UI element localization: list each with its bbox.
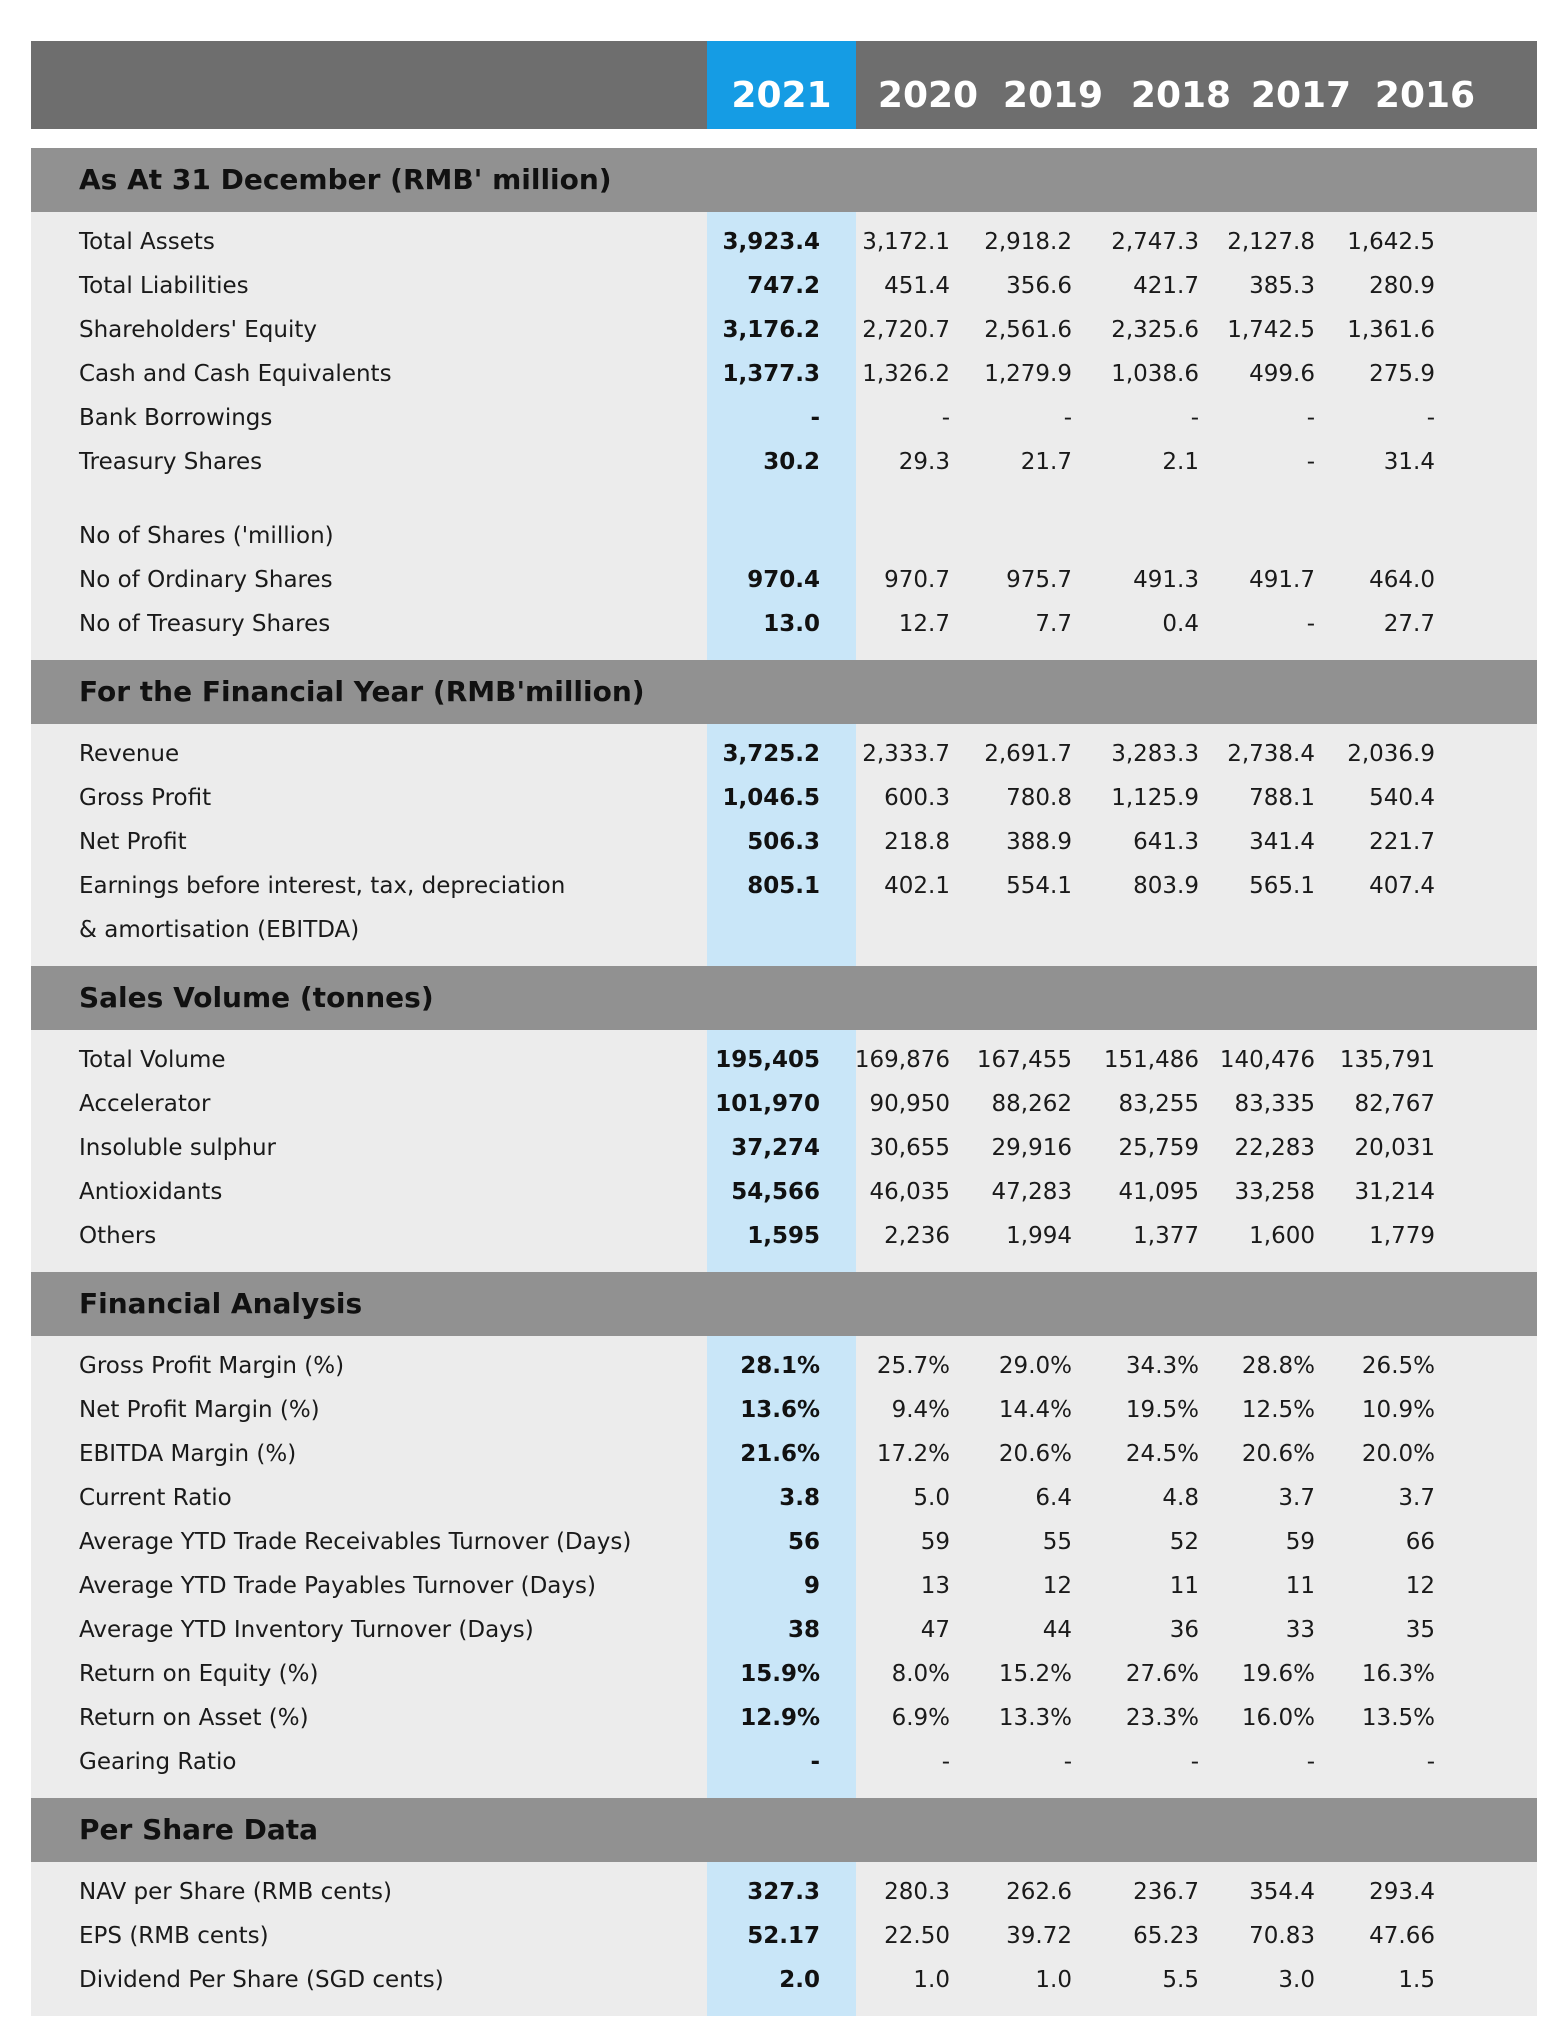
row-label: EPS (RMB cents) [79, 1923, 269, 1949]
table-row [31, 1958, 1537, 2002]
value-2016: 16.3% [1361, 1661, 1435, 1687]
row-label: Total Assets [79, 229, 215, 255]
value-2020: 1,326.2 [862, 361, 950, 387]
section-title: For the Financial Year (RMB'million) [79, 675, 645, 708]
value-2018: 1,038.6 [1111, 361, 1199, 387]
value-2017: 11 [1285, 1573, 1315, 1599]
table-row [31, 1082, 1537, 1126]
value-2021: 3,176.2 [722, 317, 820, 343]
section-header [31, 1798, 1537, 1862]
row-label: Cash and Cash Equivalents [79, 361, 392, 387]
value-2020: - [941, 1749, 950, 1775]
value-2021: - [810, 1749, 820, 1775]
value-2021: 970.4 [747, 567, 820, 593]
table-row [31, 1344, 1537, 1388]
value-2020: 6.9% [891, 1705, 950, 1731]
table-row [31, 1214, 1537, 1258]
value-2018: 5.5 [1162, 1967, 1199, 1993]
section-header [31, 148, 1537, 212]
value-2019: 2,918.2 [984, 229, 1072, 255]
value-2021: 28.1% [740, 1353, 820, 1379]
value-2019: 47,283 [991, 1179, 1072, 1205]
value-2018: 641.3 [1133, 829, 1199, 855]
value-2016: 407.4 [1369, 873, 1435, 899]
value-2019: 39.72 [1006, 1923, 1072, 1949]
value-2018: 41,095 [1118, 1179, 1199, 1205]
value-2017: 2,127.8 [1227, 229, 1315, 255]
value-2018: - [1190, 405, 1199, 431]
value-2017: 70.83 [1249, 1923, 1315, 1949]
table-row [31, 1520, 1537, 1564]
value-2019: 167,455 [976, 1047, 1072, 1073]
value-2016: 1,779 [1369, 1223, 1435, 1249]
value-2021: 21.6% [740, 1441, 820, 1467]
year-header-2018: 2018 [1130, 75, 1232, 116]
value-2018: 151,486 [1103, 1047, 1199, 1073]
row-label: No of Ordinary Shares [79, 567, 333, 593]
value-2016: 540.4 [1369, 785, 1435, 811]
value-2019: 55 [1042, 1529, 1072, 1555]
row-label: Earnings before interest, tax, depreciation [79, 873, 566, 899]
value-2018: 34.3% [1125, 1353, 1199, 1379]
section-header [31, 660, 1537, 724]
value-2018: 52 [1169, 1529, 1199, 1555]
value-2019: 7.7 [1035, 611, 1072, 637]
value-2020: 30,655 [869, 1135, 950, 1161]
row-label: Revenue [79, 741, 180, 767]
value-2018: 1,377 [1133, 1223, 1199, 1249]
value-2017: 140,476 [1219, 1047, 1315, 1073]
value-2016: 20.0% [1361, 1441, 1435, 1467]
value-2016: 66 [1405, 1529, 1435, 1555]
value-2021: 30.2 [763, 449, 820, 475]
table-row [31, 396, 1537, 440]
value-2016: 82,767 [1354, 1091, 1435, 1117]
value-2019: 1,279.9 [984, 361, 1072, 387]
value-2020: 25.7% [876, 1353, 950, 1379]
value-2019: 1.0 [1035, 1967, 1072, 1993]
value-2019: 975.7 [1006, 567, 1072, 593]
row-label: Average YTD Inventory Turnover (Days) [79, 1617, 534, 1643]
row-label: Others [79, 1223, 157, 1249]
row-label: Net Profit [79, 829, 187, 855]
value-2021: 1,046.5 [722, 785, 820, 811]
row-label: Return on Equity (%) [79, 1661, 319, 1687]
value-2016: 221.7 [1369, 829, 1435, 855]
value-2021: 3,923.4 [722, 229, 820, 255]
value-2018: 27.6% [1125, 1661, 1199, 1687]
table-row [31, 1564, 1537, 1608]
value-2020: 970.7 [884, 567, 950, 593]
value-2016: 20,031 [1354, 1135, 1435, 1161]
value-2017: 341.4 [1249, 829, 1315, 855]
table-row [31, 820, 1537, 864]
table-row [31, 440, 1537, 484]
year-header-2020: 2020 [877, 75, 979, 116]
value-2021: 506.3 [747, 829, 820, 855]
value-2020: 280.3 [884, 1879, 950, 1905]
value-2017: 12.5% [1241, 1397, 1315, 1423]
table-row [31, 1740, 1537, 1784]
value-2016: 35 [1405, 1617, 1435, 1643]
table-row [31, 1126, 1537, 1170]
value-2019: 356.6 [1006, 273, 1072, 299]
financial-highlights-table [31, 41, 1537, 2016]
value-2016: 31,214 [1354, 1179, 1435, 1205]
value-2021: 37,274 [731, 1135, 820, 1161]
value-2018: 236.7 [1133, 1879, 1199, 1905]
value-2021: 12.9% [740, 1705, 820, 1731]
value-2020: 90,950 [869, 1091, 950, 1117]
value-2017: 19.6% [1241, 1661, 1315, 1687]
value-2017: 16.0% [1241, 1705, 1315, 1731]
value-2021: 3,725.2 [722, 741, 820, 767]
table-row [31, 1170, 1537, 1214]
value-2017: 59 [1285, 1529, 1315, 1555]
value-2019: 29,916 [991, 1135, 1072, 1161]
value-2017: - [1306, 449, 1315, 475]
row-label: EBITDA Margin (%) [79, 1441, 297, 1467]
row-label: Treasury Shares [79, 449, 263, 475]
section-body [31, 1336, 1537, 1798]
value-2018: 803.9 [1133, 873, 1199, 899]
table-row [31, 220, 1537, 264]
section-title: Sales Volume (tonnes) [79, 981, 434, 1014]
value-2018: - [1190, 1749, 1199, 1775]
value-2018: 11 [1169, 1573, 1199, 1599]
value-2020: 2,720.7 [862, 317, 950, 343]
table-row [31, 732, 1537, 776]
value-2018: 491.3 [1133, 567, 1199, 593]
table-row [31, 1608, 1537, 1652]
table-row [31, 1652, 1537, 1696]
row-label: Average YTD Trade Payables Turnover (Days) [79, 1573, 596, 1599]
value-2018: 421.7 [1133, 273, 1199, 299]
row-label: Gross Profit [79, 785, 212, 811]
value-2021: 1,595 [747, 1223, 820, 1249]
value-2018: 2,325.6 [1111, 317, 1199, 343]
value-2018: 65.23 [1133, 1923, 1199, 1949]
row-label: Dividend Per Share (SGD cents) [79, 1967, 444, 1993]
value-2020: 59 [920, 1529, 950, 1555]
value-2021: 38 [787, 1617, 820, 1643]
value-2019: 15.2% [998, 1661, 1072, 1687]
value-2020: 169,876 [854, 1047, 950, 1073]
value-2017: 1,742.5 [1227, 317, 1315, 343]
table-row [31, 1038, 1537, 1082]
row-label: Average YTD Trade Receivables Turnover (Days) [79, 1529, 632, 1555]
value-2016: 31.4 [1383, 449, 1435, 475]
value-2019: 13.3% [998, 1705, 1072, 1731]
value-2016: 275.9 [1369, 361, 1435, 387]
table-row [31, 352, 1537, 396]
row-label: Accelerator [79, 1091, 211, 1117]
value-2021: 13.6% [740, 1397, 820, 1423]
value-2018: 4.8 [1162, 1485, 1199, 1511]
value-2017: 788.1 [1249, 785, 1315, 811]
value-2016: 293.4 [1369, 1879, 1435, 1905]
value-2020: 218.8 [884, 829, 950, 855]
value-2020: 2,333.7 [862, 741, 950, 767]
row-label: Current Ratio [79, 1485, 232, 1511]
row-label: Total Volume [79, 1047, 226, 1073]
value-2021: - [810, 405, 820, 431]
table-row [31, 514, 1537, 558]
value-2019: 388.9 [1006, 829, 1072, 855]
table-row [31, 776, 1537, 820]
value-2019: 21.7 [1020, 449, 1072, 475]
year-header-2021: 2021 [707, 41, 856, 129]
section-body [31, 1030, 1537, 1272]
table-row [31, 908, 1537, 952]
value-2021: 54,566 [731, 1179, 820, 1205]
value-2017: 3.0 [1278, 1967, 1315, 1993]
value-2020: 3,172.1 [862, 229, 950, 255]
value-2020: 451.4 [884, 273, 950, 299]
value-2020: 12.7 [898, 611, 950, 637]
value-2016: 10.9% [1361, 1397, 1435, 1423]
value-2016: 1.5 [1398, 1967, 1435, 1993]
value-2016: 1,642.5 [1347, 229, 1435, 255]
section-title: Financial Analysis [79, 1287, 363, 1320]
value-2021: 195,405 [715, 1047, 820, 1073]
value-2016: 280.9 [1369, 273, 1435, 299]
section-header [31, 966, 1537, 1030]
table-row [31, 1914, 1537, 1958]
row-label: Gross Profit Margin (%) [79, 1353, 345, 1379]
value-2019: 262.6 [1006, 1879, 1072, 1905]
value-2019: 2,561.6 [984, 317, 1072, 343]
value-2017: 499.6 [1249, 361, 1315, 387]
value-2017: 565.1 [1249, 873, 1315, 899]
value-2019: 44 [1042, 1617, 1072, 1643]
value-2016: 27.7 [1383, 611, 1435, 637]
value-2020: - [941, 405, 950, 431]
value-2018: 25,759 [1118, 1135, 1199, 1161]
value-2021: 56 [787, 1529, 820, 1555]
value-2020: 22.50 [884, 1923, 950, 1949]
section-title: As At 31 December (RMB' million) [79, 163, 612, 196]
value-2021: 747.2 [747, 273, 820, 299]
value-2016: 26.5% [1361, 1353, 1435, 1379]
value-2021: 9 [803, 1573, 820, 1599]
value-2017: 83,335 [1234, 1091, 1315, 1117]
table-row [31, 264, 1537, 308]
value-2018: 0.4 [1162, 611, 1199, 637]
value-2016: 47.66 [1369, 1923, 1435, 1949]
value-2019: 2,691.7 [984, 741, 1072, 767]
value-2016: 1,361.6 [1347, 317, 1435, 343]
section-body [31, 1862, 1537, 2016]
year-header-row [31, 41, 1537, 129]
value-2016: 3.7 [1398, 1485, 1435, 1511]
value-2021: 52.17 [747, 1923, 820, 1949]
section-header [31, 1272, 1537, 1336]
year-header-2019: 2019 [1002, 75, 1104, 116]
value-2019: 14.4% [998, 1397, 1072, 1423]
value-2017: 33 [1285, 1617, 1315, 1643]
value-2016: 12 [1405, 1573, 1435, 1599]
row-label: Shareholders' Equity [79, 317, 317, 343]
value-2019: - [1063, 1749, 1072, 1775]
row-label: Bank Borrowings [79, 405, 273, 431]
value-2020: 13 [920, 1573, 950, 1599]
value-2021: 13.0 [763, 611, 820, 637]
value-2019: 20.6% [998, 1441, 1072, 1467]
value-2019: 12 [1042, 1573, 1072, 1599]
value-2021: 3.8 [779, 1485, 820, 1511]
table-sections [31, 148, 1537, 2016]
value-2020: 1.0 [913, 1967, 950, 1993]
row-label: Return on Asset (%) [79, 1705, 309, 1731]
value-2020: 8.0% [891, 1661, 950, 1687]
value-2021: 101,970 [715, 1091, 820, 1117]
row-label: & amortisation (EBITDA) [79, 917, 360, 943]
table-row [31, 864, 1537, 908]
value-2020: 46,035 [869, 1179, 950, 1205]
value-2016: - [1426, 1749, 1435, 1775]
section-body [31, 212, 1537, 660]
value-2016: 13.5% [1361, 1705, 1435, 1731]
table-row [31, 558, 1537, 602]
row-label: Insoluble sulphur [79, 1135, 276, 1161]
value-2016: - [1426, 405, 1435, 431]
value-2018: 2.1 [1162, 449, 1199, 475]
value-2018: 24.5% [1125, 1441, 1199, 1467]
value-2020: 29.3 [898, 449, 950, 475]
value-2017: 28.8% [1241, 1353, 1315, 1379]
row-label: Antioxidants [79, 1179, 223, 1205]
section-title: Per Share Data [79, 1813, 319, 1846]
value-2019: 88,262 [991, 1091, 1072, 1117]
row-label: Net Profit Margin (%) [79, 1397, 320, 1423]
value-2017: 385.3 [1249, 273, 1315, 299]
value-2017: 2,738.4 [1227, 741, 1315, 767]
row-label: No of Treasury Shares [79, 611, 331, 637]
year-header-2017: 2017 [1250, 75, 1352, 116]
value-2019: 780.8 [1006, 785, 1072, 811]
value-2017: 1,600 [1249, 1223, 1315, 1249]
value-2019: 554.1 [1006, 873, 1072, 899]
value-2020: 2,236 [884, 1223, 950, 1249]
value-2017: - [1306, 611, 1315, 637]
table-row [31, 308, 1537, 352]
value-2017: 354.4 [1249, 1879, 1315, 1905]
table-row [31, 1476, 1537, 1520]
value-2017: 3.7 [1278, 1485, 1315, 1511]
value-2018: 1,125.9 [1111, 785, 1199, 811]
value-2021: 327.3 [747, 1879, 820, 1905]
value-2017: - [1306, 405, 1315, 431]
value-2020: 5.0 [913, 1485, 950, 1511]
value-2017: 22,283 [1234, 1135, 1315, 1161]
row-label: NAV per Share (RMB cents) [79, 1879, 392, 1905]
row-label: Gearing Ratio [79, 1749, 237, 1775]
value-2016: 135,791 [1339, 1047, 1435, 1073]
value-2018: 83,255 [1118, 1091, 1199, 1117]
value-2018: 2,747.3 [1111, 229, 1199, 255]
value-2019: 29.0% [998, 1353, 1072, 1379]
table-row [31, 1696, 1537, 1740]
year-header-2016: 2016 [1374, 75, 1476, 116]
value-2020: 47 [920, 1617, 950, 1643]
value-2021: 2.0 [779, 1967, 820, 1993]
value-2020: 600.3 [884, 785, 950, 811]
value-2019: - [1063, 405, 1072, 431]
value-2019: 6.4 [1035, 1485, 1072, 1511]
value-2017: - [1306, 1749, 1315, 1775]
value-2018: 36 [1169, 1617, 1199, 1643]
table-row [31, 1388, 1537, 1432]
value-2021: 15.9% [740, 1661, 820, 1687]
value-2017: 33,258 [1234, 1179, 1315, 1205]
value-2021: 805.1 [747, 873, 820, 899]
table-row [31, 1870, 1537, 1914]
table-row [31, 1432, 1537, 1476]
value-2018: 3,283.3 [1111, 741, 1199, 767]
value-2018: 23.3% [1125, 1705, 1199, 1731]
value-2020: 17.2% [876, 1441, 950, 1467]
value-2021: 1,377.3 [722, 361, 820, 387]
value-2017: 491.7 [1249, 567, 1315, 593]
value-2017: 20.6% [1241, 1441, 1315, 1467]
value-2020: 9.4% [891, 1397, 950, 1423]
value-2019: 1,994 [1006, 1223, 1072, 1249]
row-label: Total Liabilities [79, 273, 249, 299]
row-label: No of Shares ('million) [79, 523, 334, 549]
value-2016: 2,036.9 [1347, 741, 1435, 767]
value-2020: 402.1 [884, 873, 950, 899]
value-2018: 19.5% [1125, 1397, 1199, 1423]
table-row [31, 484, 1537, 514]
table-row [31, 602, 1537, 646]
value-2016: 464.0 [1369, 567, 1435, 593]
section-body [31, 724, 1537, 966]
